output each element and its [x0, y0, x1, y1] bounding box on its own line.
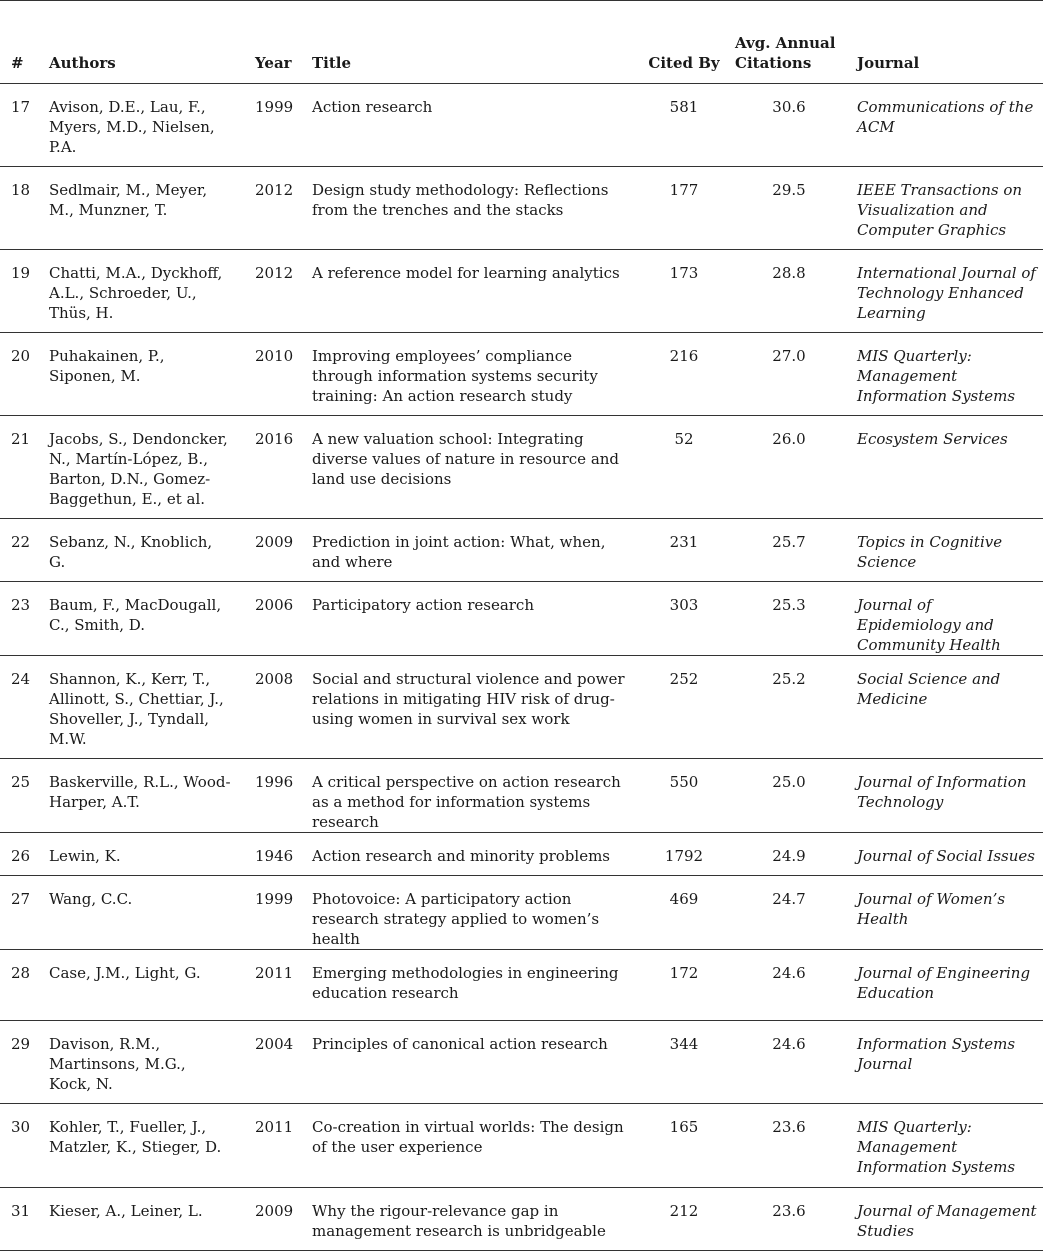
cell-year: 2009 — [246, 1188, 304, 1251]
header-journal: Journal — [847, 1, 1043, 84]
cell-num: 30 — [0, 1104, 40, 1188]
header-num: # — [0, 1, 40, 84]
table-row — [0, 876, 1043, 950]
cell-journal: Ecosystem Services — [847, 416, 1043, 519]
cell-avg-annual-citations: 25.2 — [731, 656, 847, 759]
cell-num: 27 — [0, 876, 40, 950]
cell-cited-by: 344 — [637, 1021, 731, 1104]
cell-journal: IEEE Transactions on Visualization and Computer Graphics — [847, 167, 1043, 250]
cell-authors: Jacobs, S., Dendoncker, N., Martín-López, B., Barton, D.N., Gomez-Baggethun, E., et al. — [40, 416, 246, 519]
cell-cited-by: 550 — [637, 759, 731, 833]
cell-avg-annual-citations: 28.8 — [731, 250, 847, 333]
cell-cited-by: 172 — [637, 950, 731, 1021]
cell-title: A critical perspective on action research as a method for information systems research — [304, 759, 637, 833]
cell-avg-annual-citations: 29.5 — [731, 167, 847, 250]
table-body — [0, 84, 1043, 1251]
cell-num: 20 — [0, 333, 40, 416]
table-row — [0, 250, 1043, 333]
header-row — [0, 1, 1043, 84]
cell-authors: Baskerville, R.L., Wood-Harper, A.T. — [40, 759, 246, 833]
cell-authors: Kohler, T., Fueller, J., Matzler, K., Stieger, D. — [40, 1104, 246, 1188]
cell-num: 28 — [0, 950, 40, 1021]
cell-journal: Social Science and Medicine — [847, 656, 1043, 759]
cell-journal: Journal of Management Studies — [847, 1188, 1043, 1251]
cell-journal: Journal of Epidemiology and Community Health — [847, 582, 1043, 656]
header-title: Title — [304, 1, 637, 84]
cell-journal: International Journal of Technology Enhanced Learning — [847, 250, 1043, 333]
cell-title: Social and structural violence and power relations in mitigating HIV risk of drug-using women in survival sex work — [304, 656, 637, 759]
cell-title: Co-creation in virtual worlds: The design of the user experience — [304, 1104, 637, 1188]
cell-cited-by: 1792 — [637, 833, 731, 876]
cell-authors: Davison, R.M., Martinsons, M.G., Kock, N. — [40, 1021, 246, 1104]
cell-num: 17 — [0, 84, 40, 167]
cell-authors: Lewin, K. — [40, 833, 246, 876]
cell-avg-annual-citations: 24.9 — [731, 833, 847, 876]
cell-avg-annual-citations: 26.0 — [731, 416, 847, 519]
cell-cited-by: 52 — [637, 416, 731, 519]
cell-cited-by: 252 — [637, 656, 731, 759]
cell-cited-by: 173 — [637, 250, 731, 333]
cell-authors: Sedlmair, M., Meyer, M., Munzner, T. — [40, 167, 246, 250]
table-row — [0, 656, 1043, 759]
cell-cited-by: 469 — [637, 876, 731, 950]
cell-avg-annual-citations: 24.6 — [731, 950, 847, 1021]
cell-avg-annual-citations: 24.6 — [731, 1021, 847, 1104]
cell-year: 1996 — [246, 759, 304, 833]
cell-cited-by: 303 — [637, 582, 731, 656]
cell-year: 2012 — [246, 167, 304, 250]
cell-journal: Journal of Women’s Health — [847, 876, 1043, 950]
cell-avg-annual-citations: 25.3 — [731, 582, 847, 656]
cell-cited-by: 581 — [637, 84, 731, 167]
cell-num: 23 — [0, 582, 40, 656]
table-row — [0, 759, 1043, 833]
cell-journal: MIS Quarterly: Management Information Systems — [847, 1104, 1043, 1188]
cell-cited-by: 165 — [637, 1104, 731, 1188]
cell-authors: Chatti, M.A., Dyckhoff, A.L., Schroeder, U., Thüs, H. — [40, 250, 246, 333]
cell-journal: Journal of Information Technology — [847, 759, 1043, 833]
cell-journal: Communications of the ACM — [847, 84, 1043, 167]
cell-title: Principles of canonical action research — [304, 1021, 637, 1104]
cell-cited-by: 177 — [637, 167, 731, 250]
table-row — [0, 833, 1043, 876]
cell-journal: Journal of Social Issues — [847, 833, 1043, 876]
header-avg-line2: Citations — [735, 54, 812, 72]
table-row — [0, 416, 1043, 519]
cell-num: 26 — [0, 833, 40, 876]
table-row — [0, 519, 1043, 582]
cell-avg-annual-citations: 23.6 — [731, 1188, 847, 1251]
header-authors: Authors — [40, 1, 246, 84]
cell-title: Action research and minority problems — [304, 833, 637, 876]
cell-num: 31 — [0, 1188, 40, 1251]
header-avg-annual-citations — [731, 1, 847, 84]
cell-title: Design study methodology: Reflections from the trenches and the stacks — [304, 167, 637, 250]
table-row — [0, 950, 1043, 1021]
cell-avg-annual-citations: 24.7 — [731, 876, 847, 950]
cell-authors: Sebanz, N., Knoblich, G. — [40, 519, 246, 582]
cell-title: A new valuation school: Integrating diverse values of nature in resource and land use decisions — [304, 416, 637, 519]
cell-year: 2010 — [246, 333, 304, 416]
cell-journal: Information Systems Journal — [847, 1021, 1043, 1104]
cell-title: A reference model for learning analytics — [304, 250, 637, 333]
cell-cited-by: 216 — [637, 333, 731, 416]
cell-journal: MIS Quarterly: Management Information Systems — [847, 333, 1043, 416]
cell-avg-annual-citations: 25.7 — [731, 519, 847, 582]
cell-title: Why the rigour-relevance gap in management research is unbridgeable — [304, 1188, 637, 1251]
cell-authors: Baum, F., MacDougall, C., Smith, D. — [40, 582, 246, 656]
cell-title: Emerging methodologies in engineering education research — [304, 950, 637, 1021]
table-header — [0, 1, 1043, 84]
header-cited-by: Cited By — [637, 1, 731, 84]
cell-avg-annual-citations: 25.0 — [731, 759, 847, 833]
cell-journal: Journal of Engineering Education — [847, 950, 1043, 1021]
cell-title: Prediction in joint action: What, when, and where — [304, 519, 637, 582]
table-row — [0, 582, 1043, 656]
table-row — [0, 1188, 1043, 1251]
table-row — [0, 167, 1043, 250]
cell-year: 2016 — [246, 416, 304, 519]
cell-num: 25 — [0, 759, 40, 833]
cell-num: 29 — [0, 1021, 40, 1104]
cell-year: 2011 — [246, 1104, 304, 1188]
cell-year: 2012 — [246, 250, 304, 333]
cell-year: 1946 — [246, 833, 304, 876]
cell-num: 24 — [0, 656, 40, 759]
cell-num: 18 — [0, 167, 40, 250]
cell-cited-by: 212 — [637, 1188, 731, 1251]
cell-title: Action research — [304, 84, 637, 167]
cell-year: 2004 — [246, 1021, 304, 1104]
cell-authors: Case, J.M., Light, G. — [40, 950, 246, 1021]
cell-authors: Puhakainen, P., Siponen, M. — [40, 333, 246, 416]
table-row — [0, 1021, 1043, 1104]
cell-year: 2009 — [246, 519, 304, 582]
cell-title: Photovoice: A participatory action research strategy applied to women’s health — [304, 876, 637, 950]
cell-journal: Topics in Cognitive Science — [847, 519, 1043, 582]
cell-avg-annual-citations: 30.6 — [731, 84, 847, 167]
cell-authors: Avison, D.E., Lau, F., Myers, M.D., Nielsen, P.A. — [40, 84, 246, 167]
table-row — [0, 84, 1043, 167]
cell-year: 2008 — [246, 656, 304, 759]
cell-authors: Kieser, A., Leiner, L. — [40, 1188, 246, 1251]
header-avg-line1: Avg. Annual — [735, 34, 836, 52]
table-row — [0, 1104, 1043, 1188]
cell-authors: Wang, C.C. — [40, 876, 246, 950]
cell-avg-annual-citations: 23.6 — [731, 1104, 847, 1188]
cell-num: 22 — [0, 519, 40, 582]
cell-num: 21 — [0, 416, 40, 519]
cell-year: 2006 — [246, 582, 304, 656]
cell-year: 2011 — [246, 950, 304, 1021]
cell-title: Participatory action research — [304, 582, 637, 656]
table-row — [0, 333, 1043, 416]
cell-cited-by: 231 — [637, 519, 731, 582]
cell-num: 19 — [0, 250, 40, 333]
cell-authors: Shannon, K., Kerr, T., Allinott, S., Chettiar, J., Shoveller, J., Tyndall, M.W. — [40, 656, 246, 759]
cell-year: 1999 — [246, 876, 304, 950]
cell-title: Improving employees’ compliance through information systems security training: An action research study — [304, 333, 637, 416]
cell-year: 1999 — [246, 84, 304, 167]
header-year: Year — [246, 1, 304, 84]
cell-avg-annual-citations: 27.0 — [731, 333, 847, 416]
